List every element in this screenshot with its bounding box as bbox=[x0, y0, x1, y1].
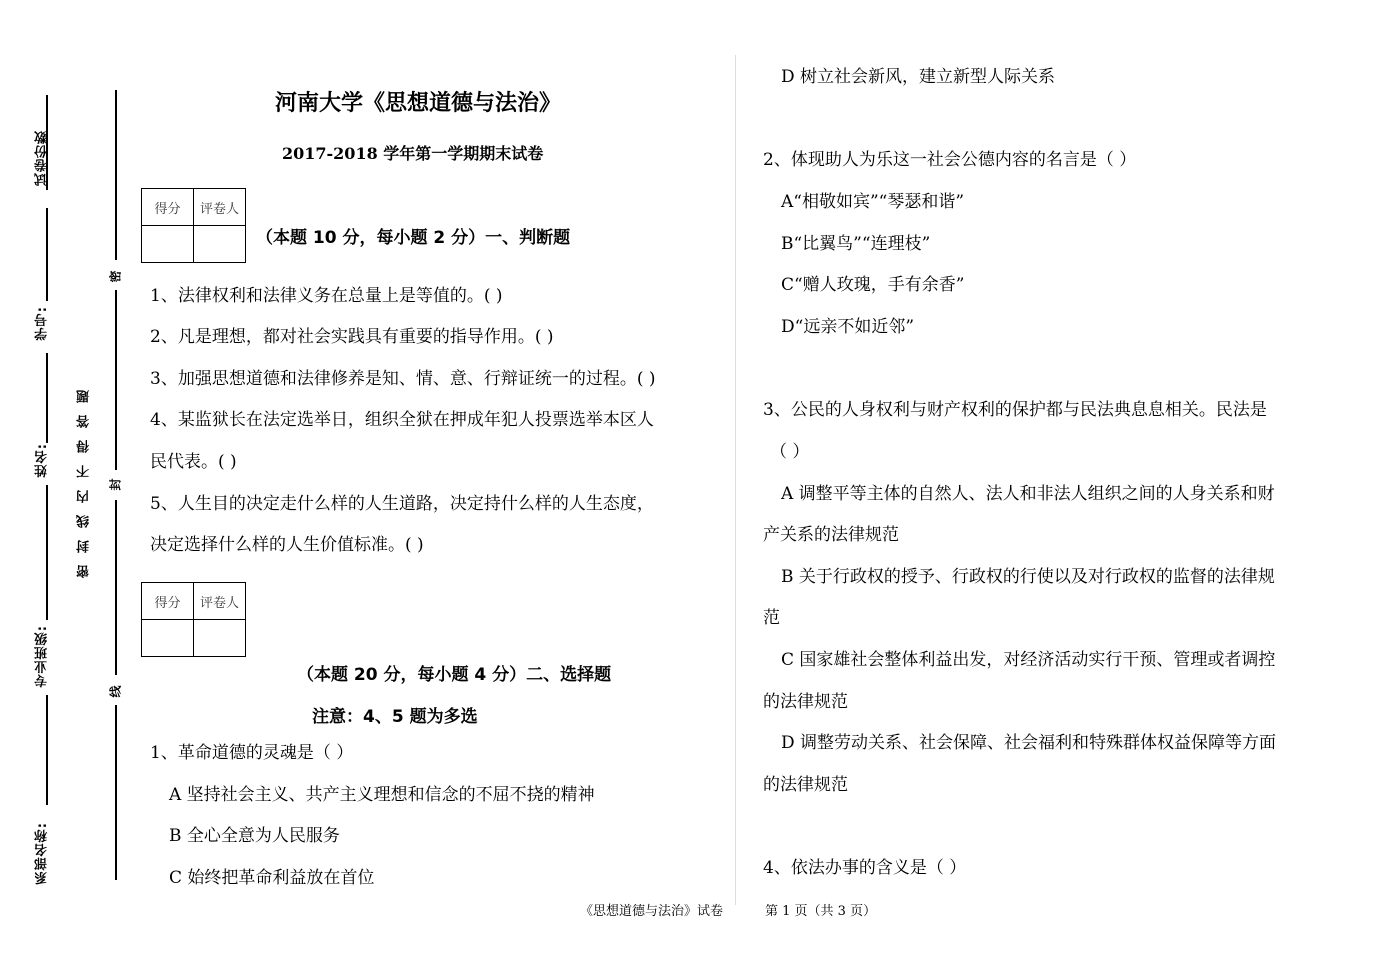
seal-line bbox=[115, 705, 117, 880]
page-title: 河南大学《思想道德与法治》 bbox=[275, 91, 562, 116]
grader-cell bbox=[194, 226, 246, 263]
option-line: A 调整平等主体的自然人、法人和非法人组织之间的人身关系和财 bbox=[781, 484, 1275, 504]
score-header: 得分 bbox=[142, 583, 194, 620]
binding-line-outer bbox=[46, 695, 48, 805]
footer-doc-title: 《思想道德与法治》试卷 bbox=[580, 904, 724, 919]
binding-line-outer bbox=[46, 353, 48, 443]
score-table bbox=[141, 188, 246, 263]
seal-line bbox=[115, 90, 117, 260]
option-line: B 全心全意为人民服务 bbox=[169, 826, 340, 846]
field-name: 姓名: bbox=[35, 443, 50, 478]
option-line: C“赠人玫瑰，手有余香” bbox=[781, 275, 965, 295]
question-line: 3、公民的人身权利与财产权利的保护都与民法典息息相关。民法是 bbox=[763, 400, 1267, 420]
footer-page-number: 第 1 页（共 3 页） bbox=[765, 904, 877, 919]
option-line: 的法律规范 bbox=[763, 692, 848, 712]
option-line: B“比翼鸟”“连理枝” bbox=[781, 234, 931, 254]
grader-header: 评卷人 bbox=[194, 583, 246, 620]
seal-line bbox=[115, 290, 117, 470]
binding-line-outer bbox=[46, 485, 48, 620]
section2-heading: （本题 20 分，每小题 4 分）二、选择题 bbox=[297, 665, 612, 685]
question-line: 4、依法办事的含义是（ ） bbox=[763, 858, 967, 878]
question-line: 1、革命道德的灵魂是（ ） bbox=[150, 743, 354, 763]
seal-mark-mi: 密 bbox=[108, 270, 123, 283]
seal-mark-feng: 封 bbox=[108, 478, 123, 491]
option-line: D“远亲不如近邻” bbox=[781, 317, 915, 337]
option-line: 范 bbox=[763, 608, 780, 628]
option-line: A 坚持社会主义、共产主义理想和信念的不屈不挠的精神 bbox=[169, 785, 595, 805]
question-line: 决定选择什么样的人生价值标准。( ) bbox=[150, 535, 424, 555]
field-student-id: 学号: bbox=[35, 306, 50, 341]
option-line: B 关于行政权的授予、行政权的行使以及对行政权的监督的法律规 bbox=[781, 567, 1275, 587]
seal-warning: 密封线内不得答题 bbox=[77, 378, 92, 578]
option-line: C 始终把革命利益放在首位 bbox=[169, 868, 375, 888]
field-copies: 试卷份数 bbox=[35, 130, 50, 186]
option-line: D 调整劳动关系、社会保障、社会福利和特殊群体权益保障等方面 bbox=[781, 733, 1277, 753]
grader-cell bbox=[194, 620, 246, 657]
question-line: 4、某监狱长在法定选举日，组织全狱在押成年犯人投票选举本区人 bbox=[150, 410, 654, 430]
seal-line bbox=[115, 500, 117, 675]
option-line: 的法律规范 bbox=[763, 775, 848, 795]
option-line: A“相敬如宾”“琴瑟和谐” bbox=[781, 192, 965, 212]
score-table bbox=[141, 582, 246, 657]
section1-heading: （本题 10 分，每小题 2 分）一、判断题 bbox=[256, 228, 571, 248]
question-line: 5、人生目的决定走什么样的人生道路，决定持什么样的人生态度， bbox=[150, 494, 654, 514]
question-line: 1、法律权利和法律义务在总量上是等值的。( ) bbox=[150, 286, 503, 306]
seal-mark-xian: 线 bbox=[108, 685, 123, 698]
field-department: 系部名称: bbox=[35, 822, 50, 885]
section2-note: 注意：4、5 题为多选 bbox=[312, 707, 478, 727]
option-line: C 国家雄社会整体利益出发，对经济活动实行干预、管理或者调控 bbox=[781, 650, 1276, 670]
question-line: 2、凡是理想，都对社会实践具有重要的指导作用。( ) bbox=[150, 327, 554, 347]
question-line: （ ） bbox=[770, 442, 810, 462]
binding-line-outer bbox=[46, 208, 48, 301]
field-class: 专业班级: bbox=[35, 625, 50, 688]
score-cell bbox=[142, 620, 194, 657]
question-line: 2、体现助人为乐这一社会公德内容的名言是（ ） bbox=[763, 150, 1137, 170]
score-cell bbox=[142, 226, 194, 263]
page-subtitle: 2017-2018 学年第一学期期末试卷 bbox=[282, 144, 544, 163]
option-line: 产关系的法律规范 bbox=[763, 525, 899, 545]
column-divider bbox=[735, 55, 736, 905]
score-header: 得分 bbox=[142, 189, 194, 226]
question-line: 民代表。( ) bbox=[150, 452, 237, 472]
question-line: 3、加强思想道德和法律修养是知、情、意、行辩证统一的过程。( ) bbox=[150, 369, 656, 389]
option-line: D 树立社会新风，建立新型人际关系 bbox=[781, 67, 1056, 87]
grader-header: 评卷人 bbox=[194, 189, 246, 226]
